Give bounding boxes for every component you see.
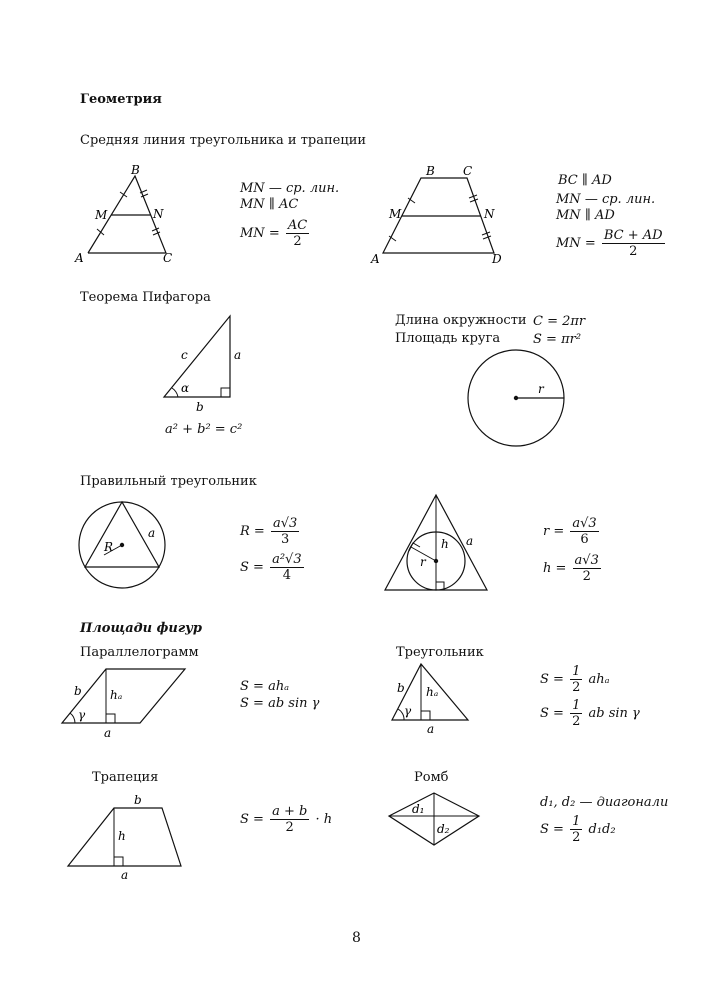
trapezoid-area-figure (68, 793, 181, 882)
label-alpha: α (181, 381, 190, 395)
fraction-numerator: a√3 (572, 516, 597, 531)
fraction-denominator: 2 (293, 234, 302, 249)
midline-trapezoid-formula-3: MN ∥ AD (556, 208, 615, 223)
angle-arc (70, 713, 75, 723)
label-D: D (492, 252, 502, 266)
equilateral-R-formula (240, 516, 301, 547)
circle-figure (468, 350, 564, 446)
parallelogram-figure (62, 669, 185, 740)
label-N: N (484, 207, 495, 221)
circle-center (514, 396, 518, 400)
fraction-numerator: a²√3 (272, 552, 302, 567)
label-ha: hₐ (110, 688, 123, 702)
label-C: C (463, 164, 473, 178)
right-angle-mark (114, 857, 123, 866)
label-C: C (163, 251, 173, 265)
circle-area-label: Площадь круга (395, 331, 501, 346)
fraction-numerator: a + b (272, 804, 308, 819)
fraction (573, 553, 601, 584)
label-b: b (134, 793, 142, 807)
rhombus-title: Ромб (414, 770, 449, 785)
circle-length-formula: C = 2πr (533, 314, 586, 329)
label-h: h (441, 537, 449, 551)
fraction-denominator: 2 (582, 569, 591, 584)
formula-rhs: ahₐ (588, 672, 610, 687)
fraction-numerator: a√3 (574, 553, 599, 568)
label-A: A (371, 252, 380, 266)
right-angle-mark (106, 714, 115, 723)
label-R: R (104, 540, 114, 554)
fraction (570, 664, 582, 695)
fraction-numerator: AC (287, 218, 308, 233)
rhombus-figure (389, 793, 479, 845)
fraction-denominator: 2 (285, 820, 294, 835)
formula-lhs: S = (540, 672, 564, 687)
label-gamma: γ (404, 704, 412, 718)
equilateral-title: Правильный треугольник (80, 474, 257, 489)
fraction-denominator: 6 (580, 532, 589, 547)
midline-trapezoid-formula-2: MN — ср. лин. (556, 192, 656, 207)
triangle-area-formula-2 (540, 698, 640, 729)
formula-lhs: S = (540, 706, 564, 721)
midline-triangle-formula-3 (240, 218, 311, 249)
formula-lhs: r = (543, 524, 565, 539)
pythagoras-figure (164, 316, 241, 414)
trapezoid-area-title: Трапеция (92, 770, 159, 785)
midline-trapezoid-formula-1: BC ∥ AD (558, 173, 612, 188)
triangle-area-figure (392, 664, 468, 736)
section-heading-areas: Площади фигур (80, 621, 203, 636)
fraction (286, 218, 309, 249)
section-heading-geometry: Геометрия (80, 92, 162, 107)
fraction-denominator: 4 (282, 568, 291, 583)
circle-area-formula: S = πr² (533, 332, 582, 347)
fraction-numerator: 1 (572, 664, 581, 679)
midline-triangle-figure (74, 163, 172, 265)
rhombus-formula-1: d₁, d₂ — диагонали (540, 795, 669, 810)
fraction-numerator: a√3 (272, 516, 298, 531)
angle-arc (172, 388, 178, 397)
formula-rhs: d₁d₂ (588, 822, 616, 837)
label-M: M (389, 207, 402, 221)
formula-lhs: S = (540, 822, 564, 837)
formula-lhs: S = (240, 560, 264, 575)
fraction-numerator: 1 (572, 814, 581, 829)
pythagoras-formula: a² + b² = c² (165, 422, 243, 437)
label-M: M (95, 208, 108, 222)
triangle-area-formula-1 (540, 664, 610, 695)
label-d1: d₁ (412, 802, 425, 816)
inscribed-circle-triangle-figure (385, 495, 487, 590)
tick-mark (483, 236, 491, 239)
midline-triangle-formula-2: MN ∥ AC (240, 197, 299, 212)
label-a: a (121, 868, 129, 882)
formula-rhs: · h (315, 812, 333, 827)
label-b: b (397, 681, 405, 695)
label-gamma: γ (78, 708, 86, 722)
fraction (270, 552, 304, 583)
circumscribed-triangle-figure (79, 502, 165, 588)
tick-mark (470, 199, 478, 202)
label-r: r (538, 382, 544, 396)
label-a: a (104, 726, 112, 740)
fraction-denominator: 3 (280, 532, 290, 547)
label-r: r (420, 555, 426, 569)
pythagoras-title: Теорема Пифагора (80, 290, 211, 305)
label-d2: d₂ (437, 822, 450, 836)
center-point (120, 543, 124, 547)
equilateral-r-formula (543, 516, 601, 547)
label-N: N (153, 207, 164, 221)
tick-mark (120, 192, 127, 197)
page-number: 8 (352, 930, 361, 946)
label-a: a (466, 534, 474, 548)
parallelogram-title: Параллелограмм (80, 645, 199, 660)
fraction (570, 698, 582, 729)
formula-lhs: MN = (240, 226, 280, 241)
right-angle-mark (221, 388, 230, 397)
label-A: A (75, 251, 84, 265)
fraction-numerator: 1 (572, 698, 581, 713)
equilateral-h-formula (543, 553, 603, 584)
fraction (271, 516, 299, 547)
label-a: a (148, 526, 156, 540)
midline-trapezoid-figure (370, 164, 502, 266)
fraction-denominator: 2 (572, 714, 581, 729)
label-ha: hₐ (426, 685, 439, 699)
parallelogram-formula-1: S = ahₐ (240, 679, 290, 694)
label-b: b (196, 400, 204, 414)
formula-rhs: ab sin γ (588, 706, 640, 721)
fraction (602, 228, 665, 259)
incenter (434, 559, 438, 563)
circle-length-label: Длина окружности (395, 313, 527, 328)
equilateral-S-formula (240, 552, 306, 583)
fraction (270, 804, 309, 835)
tick-mark (97, 229, 104, 235)
fraction (570, 516, 598, 547)
label-b: b (74, 684, 82, 698)
fraction-denominator: 2 (572, 680, 581, 695)
midline-trapezoid-formula-4 (556, 228, 667, 259)
fraction (570, 814, 582, 845)
fraction-denominator: 2 (629, 244, 638, 259)
rhombus-formula-2 (540, 814, 616, 845)
trapezoid-area-formula (240, 804, 332, 835)
right-angle-mark (421, 711, 430, 720)
formula-lhs: S = (240, 812, 264, 827)
formula-lhs: h = (543, 561, 567, 576)
formula-lhs: MN = (556, 236, 596, 251)
label-a: a (234, 348, 242, 362)
fraction-denominator: 2 (572, 830, 581, 845)
midline-title: Средняя линия треугольника и трапеции (80, 133, 367, 148)
midline-triangle-formula-1: MN — ср. лин. (240, 181, 340, 196)
label-c: c (181, 348, 188, 362)
fraction-numerator: BC + AD (603, 228, 663, 243)
label-a: a (427, 722, 435, 736)
right-angle-mark (409, 543, 420, 551)
right-triangle-outline (164, 316, 230, 397)
label-B: B (131, 163, 140, 177)
label-B: B (426, 164, 435, 178)
triangle-area-title: Треугольник (396, 645, 484, 660)
formula-lhs: R = (240, 524, 265, 539)
parallelogram-formula-2: S = ab sin γ (240, 696, 320, 711)
label-h: h (118, 829, 126, 843)
